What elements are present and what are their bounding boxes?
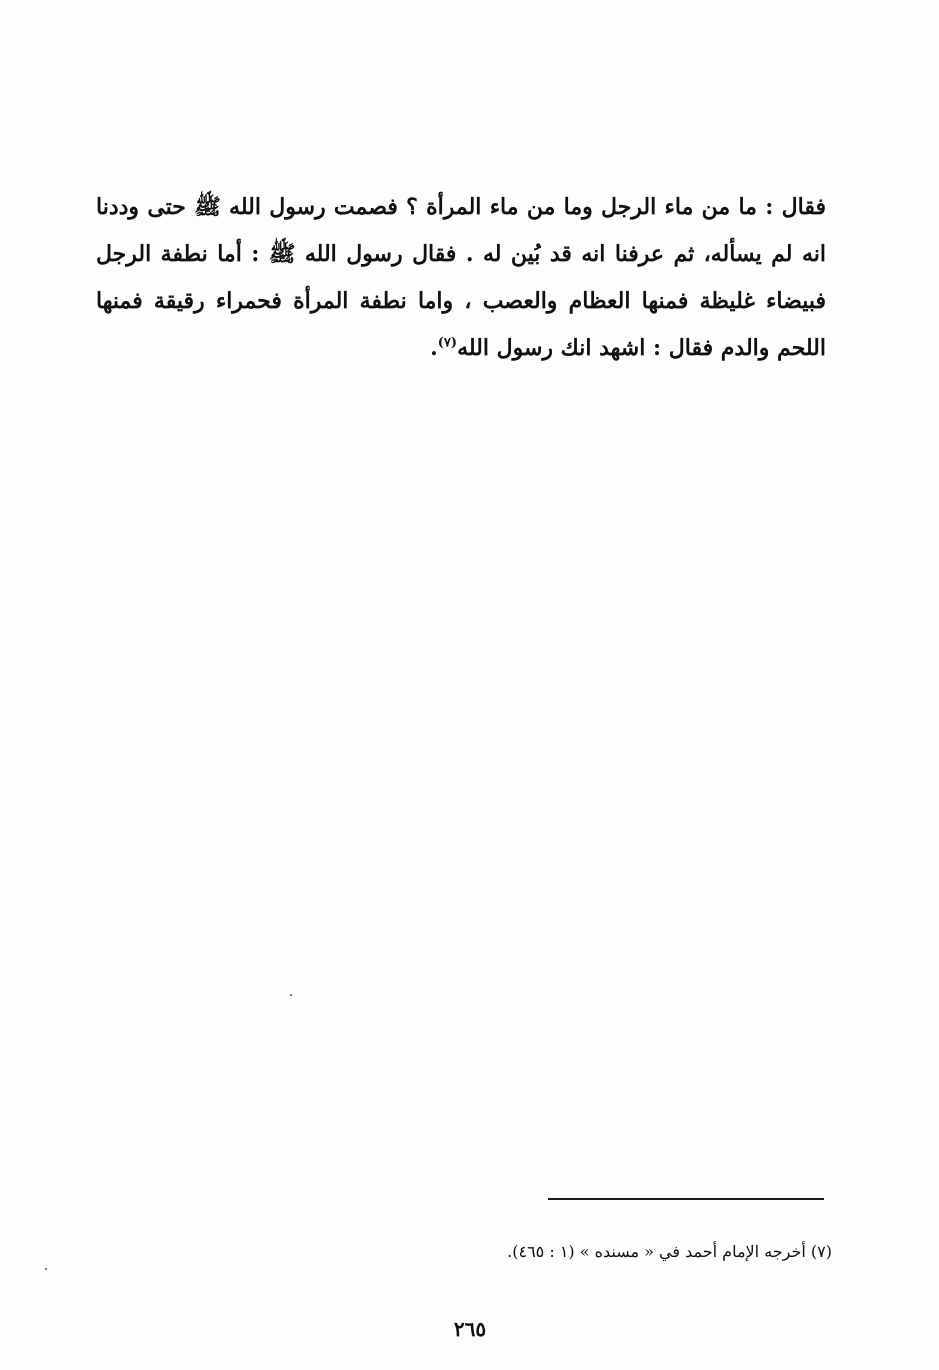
main-paragraph — [96, 184, 826, 372]
footnote-separator — [548, 1198, 824, 1200]
text-line-2: انه لم يسأله، ثم عرفنا انه قد بُين له . فقال رسول الله ﷺ : أما نطفة الرجل — [96, 241, 826, 267]
text-line-4-content: اللحم والدم فقال : اشهد انك رسول الله — [457, 335, 826, 361]
text-line-4 — [96, 325, 826, 372]
text-line-1: فقال : ما من ماء الرجل وما من ماء المرأة ؟ فصمت رسول الله ﷺ حتى وددنا — [96, 194, 826, 220]
text-line-3: فبيضاء غليظة فمنها العظام والعصب ، واما نطفة المرأة فحمراء رقيقة فمنها — [96, 288, 826, 314]
footnote: (٧) أخرجه الإمام أحمد في « مسنده » (١ : ٤٦٥). — [507, 1242, 832, 1261]
sentence-end: . — [430, 335, 438, 361]
footnote-marker[interactable]: (٧) — [437, 335, 458, 351]
paper-speck — [290, 994, 292, 996]
paper-speck — [45, 1268, 47, 1270]
page-number: ٢٦٥ — [453, 1317, 487, 1341]
